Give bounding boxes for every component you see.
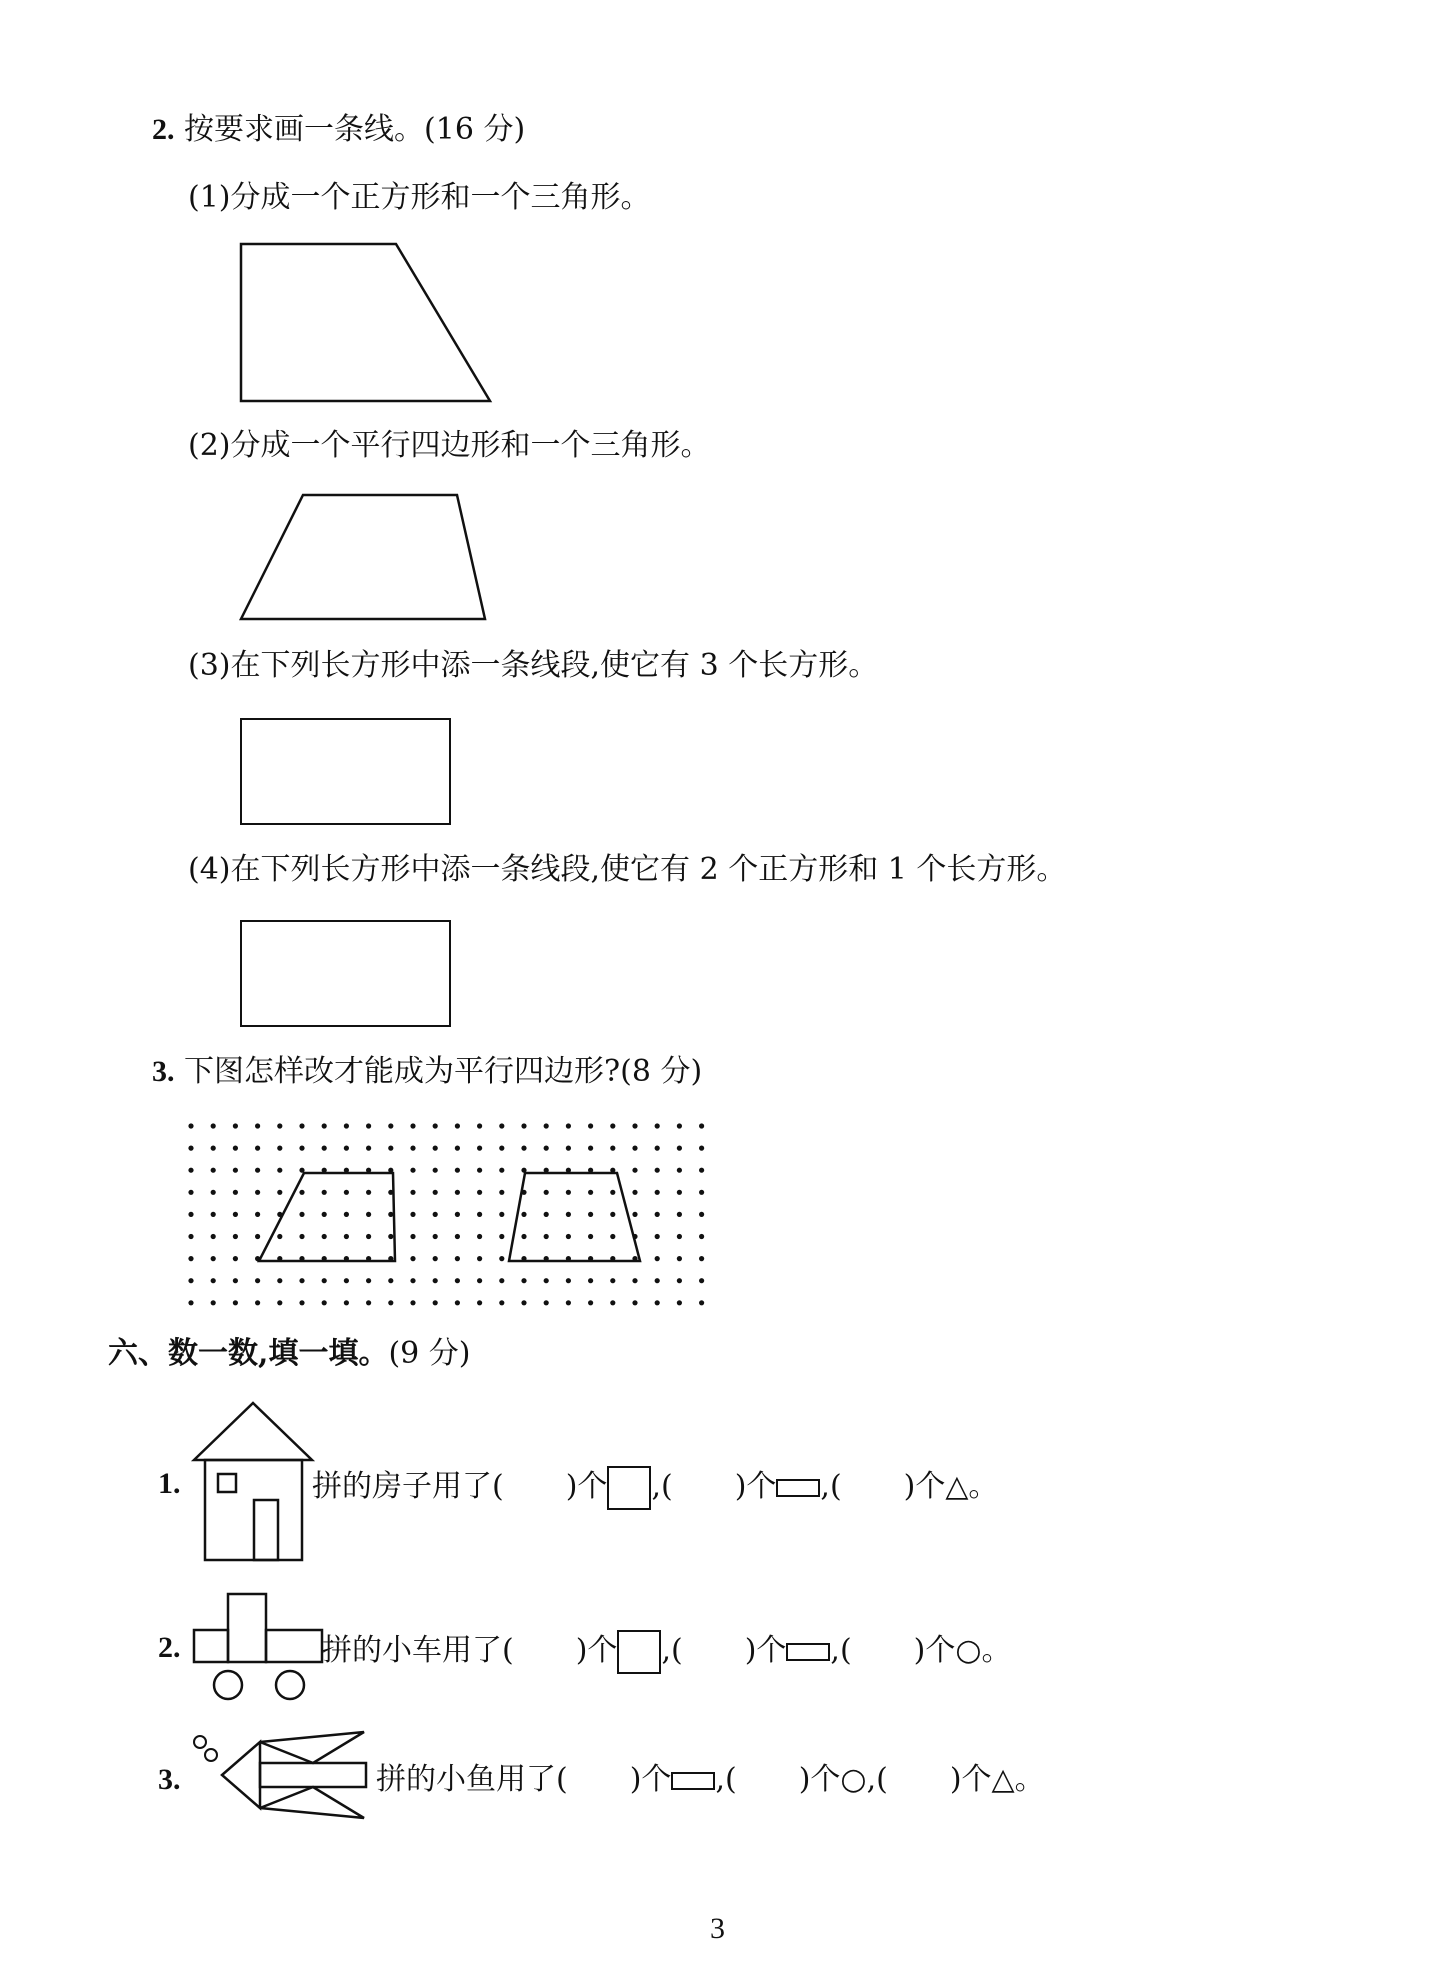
grid-dot — [277, 1278, 282, 1283]
grid-dot — [299, 1278, 304, 1283]
grid-dot — [255, 1123, 260, 1128]
grid-dot — [632, 1168, 637, 1173]
grid-dot — [677, 1190, 682, 1195]
q2-part2-text: (2)分成一个平行四边形和一个三角形。 — [188, 428, 711, 463]
grid-dot — [521, 1278, 526, 1283]
grid-dot — [322, 1278, 327, 1283]
grid-dot — [188, 1190, 193, 1195]
rectangle-icon — [671, 1772, 715, 1790]
item1-sentence — [312, 1466, 998, 1510]
grid-dot — [322, 1212, 327, 1217]
grid-dot — [299, 1146, 304, 1151]
section6-score: (9 分) — [388, 1336, 471, 1371]
grid-dot — [544, 1278, 549, 1283]
grid-dot — [610, 1190, 615, 1195]
grid-dot — [521, 1123, 526, 1128]
grid-dot — [388, 1278, 393, 1283]
grid-dot — [544, 1123, 549, 1128]
grid-dot — [477, 1256, 482, 1261]
grid-dot — [566, 1190, 571, 1195]
grid-dot — [255, 1300, 260, 1305]
grid-dot — [211, 1234, 216, 1239]
grid-dot — [211, 1278, 216, 1283]
trapezoid-figure — [230, 486, 500, 626]
item2-ge1: )个 — [575, 1633, 618, 1668]
item2-sep1: ,( — [661, 1633, 683, 1668]
grid-dot — [544, 1146, 549, 1151]
grid-dot — [433, 1278, 438, 1283]
grid-dot — [677, 1123, 682, 1128]
grid-dot — [699, 1190, 704, 1195]
grid-dot — [299, 1190, 304, 1195]
q2-number: 2. — [152, 113, 175, 146]
grid-dot — [677, 1212, 682, 1217]
item1-sep1: ,( — [651, 1469, 673, 1504]
grid-dot — [699, 1278, 704, 1283]
grid-dot — [211, 1212, 216, 1217]
grid-dot — [699, 1168, 704, 1173]
item1-ge3: )个△。 — [903, 1469, 999, 1504]
grid-dot — [477, 1278, 482, 1283]
grid-dot — [233, 1212, 238, 1217]
grid-dot — [388, 1212, 393, 1217]
grid-dot — [366, 1300, 371, 1305]
item1-sep2: ,( — [820, 1469, 842, 1504]
grid-dot — [455, 1168, 460, 1173]
fish-fin-triangle — [260, 1732, 364, 1763]
grid-dot — [410, 1256, 415, 1261]
q2-part4-text: (4)在下列长方形中添一条线段,使它有 2 个正方形和 1 个长方形。 — [188, 852, 1067, 887]
grid-dot — [588, 1123, 593, 1128]
q2-title: 按要求画一条线。(16 分) — [184, 112, 526, 147]
grid-dot — [455, 1234, 460, 1239]
section6-title: 六、数一数,填一填。 — [108, 1336, 389, 1371]
item3-lead: 拼的小鱼用了( — [376, 1762, 568, 1797]
item3-ge2: )个○,( — [798, 1762, 888, 1797]
q3-header — [152, 1054, 702, 1090]
item1-number: 1. — [158, 1467, 181, 1500]
grid-dot — [477, 1300, 482, 1305]
grid-dot — [255, 1212, 260, 1217]
grid-dot — [677, 1234, 682, 1239]
grid-dot — [388, 1234, 393, 1239]
grid-dot — [410, 1278, 415, 1283]
rectangle-figure-4 — [240, 920, 451, 1027]
bubble-circle — [205, 1749, 217, 1761]
grid-dot — [499, 1300, 504, 1305]
grid-dot — [499, 1234, 504, 1239]
grid-dot — [455, 1190, 460, 1195]
grid-dot — [632, 1146, 637, 1151]
rectangle-icon — [786, 1643, 830, 1661]
square-icon — [617, 1630, 661, 1674]
car-wheel-circle — [214, 1671, 242, 1699]
grid-dot — [588, 1212, 593, 1217]
quadrilateral-right — [509, 1173, 640, 1261]
grid-dot — [588, 1300, 593, 1305]
grid-dot — [610, 1278, 615, 1283]
grid-dot — [366, 1278, 371, 1283]
grid-dot — [344, 1300, 349, 1305]
grid-dot — [388, 1146, 393, 1151]
fish-head-triangle — [222, 1742, 260, 1808]
grid-dot — [455, 1278, 460, 1283]
grid-dot — [455, 1146, 460, 1151]
grid-dot — [433, 1146, 438, 1151]
quadrilateral-left — [259, 1173, 395, 1261]
grid-dot — [655, 1146, 660, 1151]
grid-dot — [521, 1300, 526, 1305]
grid-dot — [410, 1190, 415, 1195]
rectangle-icon — [776, 1479, 820, 1497]
rectangle-figure-3 — [240, 718, 451, 825]
right-trapezoid-outline — [241, 244, 490, 401]
grid-dot — [499, 1146, 504, 1151]
grid-dot — [233, 1256, 238, 1261]
grid-dot — [277, 1146, 282, 1151]
grid-dot — [188, 1168, 193, 1173]
fish-fin-triangle — [260, 1787, 364, 1818]
grid-dot — [188, 1300, 193, 1305]
square-icon — [607, 1466, 651, 1510]
grid-dot — [588, 1190, 593, 1195]
grid-dot — [299, 1123, 304, 1128]
item2-ge2: )个 — [744, 1633, 787, 1668]
grid-dot — [521, 1146, 526, 1151]
grid-dot — [677, 1278, 682, 1283]
section6-header — [108, 1336, 470, 1372]
grid-dot — [188, 1123, 193, 1128]
grid-dot — [433, 1300, 438, 1305]
grid-dot — [277, 1190, 282, 1195]
grid-dot — [655, 1123, 660, 1128]
bubble-circle — [194, 1736, 206, 1748]
grid-dot — [410, 1146, 415, 1151]
grid-dot — [322, 1123, 327, 1128]
grid-dot — [655, 1234, 660, 1239]
grid-dot — [277, 1168, 282, 1173]
right-trapezoid-figure — [230, 235, 500, 410]
grid-dot — [344, 1212, 349, 1217]
grid-dot — [588, 1278, 593, 1283]
car-front-rectangle — [194, 1630, 228, 1662]
grid-dot — [566, 1278, 571, 1283]
grid-dot — [366, 1234, 371, 1239]
grid-dot — [655, 1300, 660, 1305]
grid-dot — [211, 1123, 216, 1128]
grid-dot — [255, 1168, 260, 1173]
grid-dot — [477, 1212, 482, 1217]
item3-sentence — [376, 1762, 1045, 1798]
grid-dot — [455, 1300, 460, 1305]
item2-lead: 拼的小车用了( — [322, 1633, 514, 1668]
grid-dot — [344, 1146, 349, 1151]
grid-dot — [499, 1123, 504, 1128]
q3-number: 3. — [152, 1055, 175, 1088]
grid-dot — [211, 1300, 216, 1305]
item3-sep1: ,( — [715, 1762, 737, 1797]
q3-title: 下图怎样改才能成为平行四边形?(8 分) — [184, 1054, 703, 1089]
grid-dot — [211, 1256, 216, 1261]
grid-dot — [188, 1234, 193, 1239]
grid-dot — [455, 1256, 460, 1261]
grid-dot — [410, 1168, 415, 1173]
grid-dot — [521, 1234, 526, 1239]
grid-dot — [233, 1278, 238, 1283]
grid-dot — [433, 1190, 438, 1195]
grid-dot — [566, 1300, 571, 1305]
grid-dot — [366, 1123, 371, 1128]
item3-number: 3. — [158, 1763, 181, 1796]
grid-dot — [655, 1256, 660, 1261]
grid-dot — [699, 1123, 704, 1128]
grid-dot — [211, 1168, 216, 1173]
grid-dot — [433, 1212, 438, 1217]
grid-dot — [322, 1190, 327, 1195]
grid-dot — [477, 1123, 482, 1128]
grid-dot — [610, 1212, 615, 1217]
grid-dot — [632, 1190, 637, 1195]
item2-number: 2. — [158, 1631, 181, 1664]
grid-dot — [610, 1234, 615, 1239]
grid-dot — [588, 1146, 593, 1151]
car-wheel-circle — [276, 1671, 304, 1699]
grid-dot — [388, 1300, 393, 1305]
grid-dot — [588, 1234, 593, 1239]
grid-dot — [677, 1168, 682, 1173]
grid-dot — [699, 1234, 704, 1239]
grid-dot — [477, 1168, 482, 1173]
grid-dot — [388, 1123, 393, 1128]
grid-dot — [499, 1190, 504, 1195]
grid-dot — [299, 1212, 304, 1217]
grid-dot — [677, 1256, 682, 1261]
q2-header — [152, 112, 525, 148]
grid-dot — [410, 1234, 415, 1239]
grid-dot — [521, 1212, 526, 1217]
grid-dot — [255, 1190, 260, 1195]
item1-ge1: )个 — [565, 1469, 608, 1504]
grid-dot — [566, 1234, 571, 1239]
dot-grid-figure — [180, 1115, 750, 1315]
grid-dot — [410, 1123, 415, 1128]
grid-dot — [188, 1256, 193, 1261]
grid-dot — [566, 1212, 571, 1217]
grid-dot — [477, 1190, 482, 1195]
grid-dot — [499, 1256, 504, 1261]
grid-dot — [188, 1146, 193, 1151]
q2-part3-text: (3)在下列长方形中添一条线段,使它有 3 个长方形。 — [188, 648, 879, 683]
grid-dot — [499, 1212, 504, 1217]
grid-dot — [677, 1146, 682, 1151]
grid-dot — [655, 1278, 660, 1283]
car-figure — [190, 1590, 330, 1705]
grid-dot — [499, 1168, 504, 1173]
fish-body-rectangle — [260, 1763, 366, 1787]
grid-dot — [366, 1212, 371, 1217]
grid-dot — [544, 1212, 549, 1217]
fish-figure — [188, 1730, 388, 1830]
grid-dot — [233, 1168, 238, 1173]
grid-dot — [433, 1234, 438, 1239]
grid-dot — [566, 1146, 571, 1151]
grid-dot — [410, 1212, 415, 1217]
grid-dot — [610, 1300, 615, 1305]
grid-dot — [433, 1123, 438, 1128]
item1-lead: 拼的房子用了( — [312, 1469, 504, 1504]
grid-dot — [277, 1123, 282, 1128]
grid-dot — [344, 1234, 349, 1239]
grid-dot — [632, 1123, 637, 1128]
grid-dot — [655, 1212, 660, 1217]
grid-dot — [655, 1168, 660, 1173]
grid-dot — [366, 1190, 371, 1195]
house-roof-triangle — [194, 1403, 312, 1460]
grid-dot — [433, 1168, 438, 1173]
grid-dot — [455, 1123, 460, 1128]
grid-dot — [233, 1146, 238, 1151]
grid-dot — [566, 1123, 571, 1128]
grid-dot — [455, 1212, 460, 1217]
grid-dot — [477, 1234, 482, 1239]
grid-dot — [677, 1300, 682, 1305]
grid-dot — [255, 1278, 260, 1283]
grid-dot — [477, 1146, 482, 1151]
grid-dot — [233, 1300, 238, 1305]
grid-dot — [233, 1190, 238, 1195]
grid-dot — [344, 1190, 349, 1195]
grid-dot — [699, 1300, 704, 1305]
grid-dot — [299, 1300, 304, 1305]
page-number: 3 — [710, 1912, 725, 1945]
item2-sentence — [322, 1630, 1012, 1674]
grid-dot — [544, 1190, 549, 1195]
grid-dot — [277, 1300, 282, 1305]
grid-dot — [610, 1123, 615, 1128]
grid-dot — [233, 1123, 238, 1128]
grid-dot — [632, 1278, 637, 1283]
grid-dot — [255, 1234, 260, 1239]
grid-dot — [188, 1212, 193, 1217]
item3-ge3: )个△。 — [949, 1762, 1045, 1797]
item3-ge1: )个 — [629, 1762, 672, 1797]
grid-dot — [277, 1234, 282, 1239]
car-back-rectangle — [266, 1630, 322, 1662]
grid-dot — [233, 1234, 238, 1239]
item1-ge2: )个 — [734, 1469, 777, 1504]
grid-dot — [544, 1300, 549, 1305]
item2-sep2: ,( — [830, 1633, 852, 1668]
grid-dot — [433, 1256, 438, 1261]
grid-dot — [211, 1190, 216, 1195]
house-door-rectangle — [254, 1500, 278, 1560]
grid-dot — [322, 1300, 327, 1305]
grid-dot — [610, 1146, 615, 1151]
grid-dot — [188, 1278, 193, 1283]
grid-dot — [544, 1234, 549, 1239]
grid-dot — [699, 1256, 704, 1261]
grid-dot — [699, 1212, 704, 1217]
house-window-square — [218, 1474, 236, 1492]
grid-dot — [632, 1212, 637, 1217]
trapezoid-outline — [241, 495, 485, 619]
grid-dot — [299, 1234, 304, 1239]
grid-dot — [366, 1146, 371, 1151]
item2-ge3: )个○。 — [913, 1633, 1012, 1668]
grid-dot — [632, 1300, 637, 1305]
grid-dot — [699, 1146, 704, 1151]
grid-dot — [211, 1146, 216, 1151]
grid-dot — [322, 1146, 327, 1151]
grid-dot — [410, 1300, 415, 1305]
grid-dot — [499, 1278, 504, 1283]
car-top-rectangle — [228, 1594, 266, 1662]
grid-dot — [344, 1278, 349, 1283]
house-figure — [190, 1398, 320, 1568]
grid-dot — [322, 1234, 327, 1239]
grid-dot — [655, 1190, 660, 1195]
grid-dot — [255, 1146, 260, 1151]
q2-part1-text: (1)分成一个正方形和一个三角形。 — [188, 180, 651, 215]
grid-dot — [344, 1123, 349, 1128]
